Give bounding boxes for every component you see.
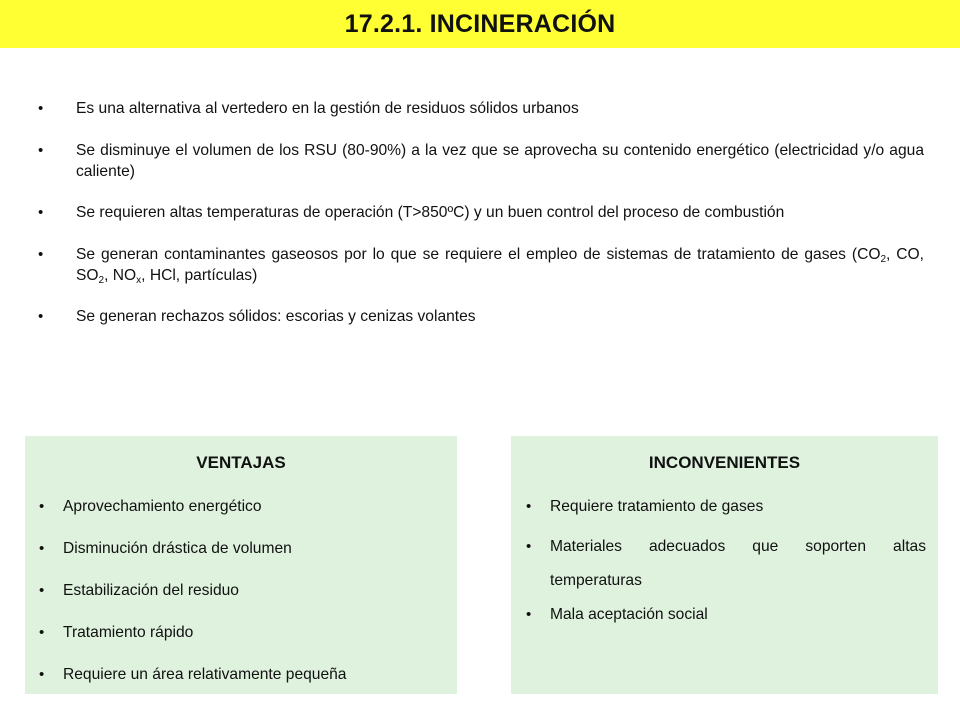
slide-title: 17.2.1. INCINERACIÓN	[344, 9, 616, 38]
bullet-icon: •	[38, 204, 44, 221]
main-list-item-text: Se disminuye el volumen de los RSU (80-90%) a la vez que se aprovecha su contenido energético (electricidad y/o agua caliente)	[76, 142, 924, 180]
bullet-icon: •	[39, 666, 45, 683]
ventajas-item-text: Requiere un área relativamente pequeña	[63, 666, 347, 683]
text-part: , HCl, partículas)	[141, 267, 258, 284]
bullet-icon: •	[39, 540, 45, 557]
ventajas-title: VENTAJAS	[196, 453, 286, 472]
main-list-item	[32, 244, 924, 286]
subscript: 2	[880, 254, 887, 265]
text-part: Se generan contaminantes gaseosos por lo que se requiere el empleo de sistemas de tratamiento de gases (CO	[76, 246, 881, 263]
main-bullet-list	[32, 98, 924, 327]
bullet-icon: •	[38, 246, 44, 263]
bullet-icon: •	[38, 100, 44, 117]
inconvenientes-box	[511, 436, 938, 694]
ventajas-item	[39, 622, 445, 643]
main-list-item-text: Se generan rechazos sólidos: escorias y cenizas volantes	[76, 308, 476, 325]
ventajas-item	[39, 496, 445, 517]
ventajas-item	[39, 580, 445, 601]
bullet-icon: •	[39, 582, 45, 599]
subscript: x	[136, 275, 142, 286]
main-list-item-text: Se requieren altas temperaturas de operación (T>850ºC) y un buen control del proceso de combustión	[76, 204, 785, 221]
bullet-icon: •	[526, 606, 532, 623]
ventajas-box	[25, 436, 457, 694]
main-list-item	[32, 202, 924, 223]
bullet-icon: •	[38, 308, 44, 325]
inconvenientes-item-text: Materiales adecuados que soporten altas temperaturas	[550, 538, 926, 589]
main-list-item-text: Es una alternativa al vertedero en la gestión de residuos sólidos urbanos	[76, 100, 579, 117]
main-list-item	[32, 140, 924, 182]
bullet-icon: •	[526, 498, 532, 515]
title-bar	[0, 0, 960, 48]
text-part: , NO	[104, 267, 137, 284]
main-list-item	[32, 98, 924, 119]
ventajas-item	[39, 664, 445, 685]
ventajas-item-text: Aprovechamiento energético	[63, 498, 262, 515]
inconvenientes-item-text: Requiere tratamiento de gases	[550, 498, 764, 515]
main-list-item-text	[76, 246, 924, 284]
ventajas-item-text: Estabilización del residuo	[63, 582, 239, 599]
ventajas-list	[39, 496, 445, 706]
main-list-item	[32, 306, 924, 327]
inconvenientes-item	[526, 598, 926, 632]
inconvenientes-title: INCONVENIENTES	[648, 453, 801, 472]
inconvenientes-item	[526, 496, 926, 517]
ventajas-item	[39, 538, 445, 559]
subscript: 2	[98, 275, 105, 286]
bullet-icon: •	[38, 142, 44, 159]
bullet-icon: •	[526, 538, 532, 555]
ventajas-item-text: Tratamiento rápido	[63, 624, 194, 641]
bullet-icon: •	[39, 498, 45, 515]
ventajas-item-text: Disminución drástica de volumen	[63, 540, 292, 557]
inconvenientes-item-text: Mala aceptación social	[550, 606, 708, 623]
bullet-icon: •	[39, 624, 45, 641]
text-part: , CO, SO	[76, 246, 925, 284]
inconvenientes-item	[526, 530, 926, 598]
inconvenientes-list	[526, 496, 926, 632]
